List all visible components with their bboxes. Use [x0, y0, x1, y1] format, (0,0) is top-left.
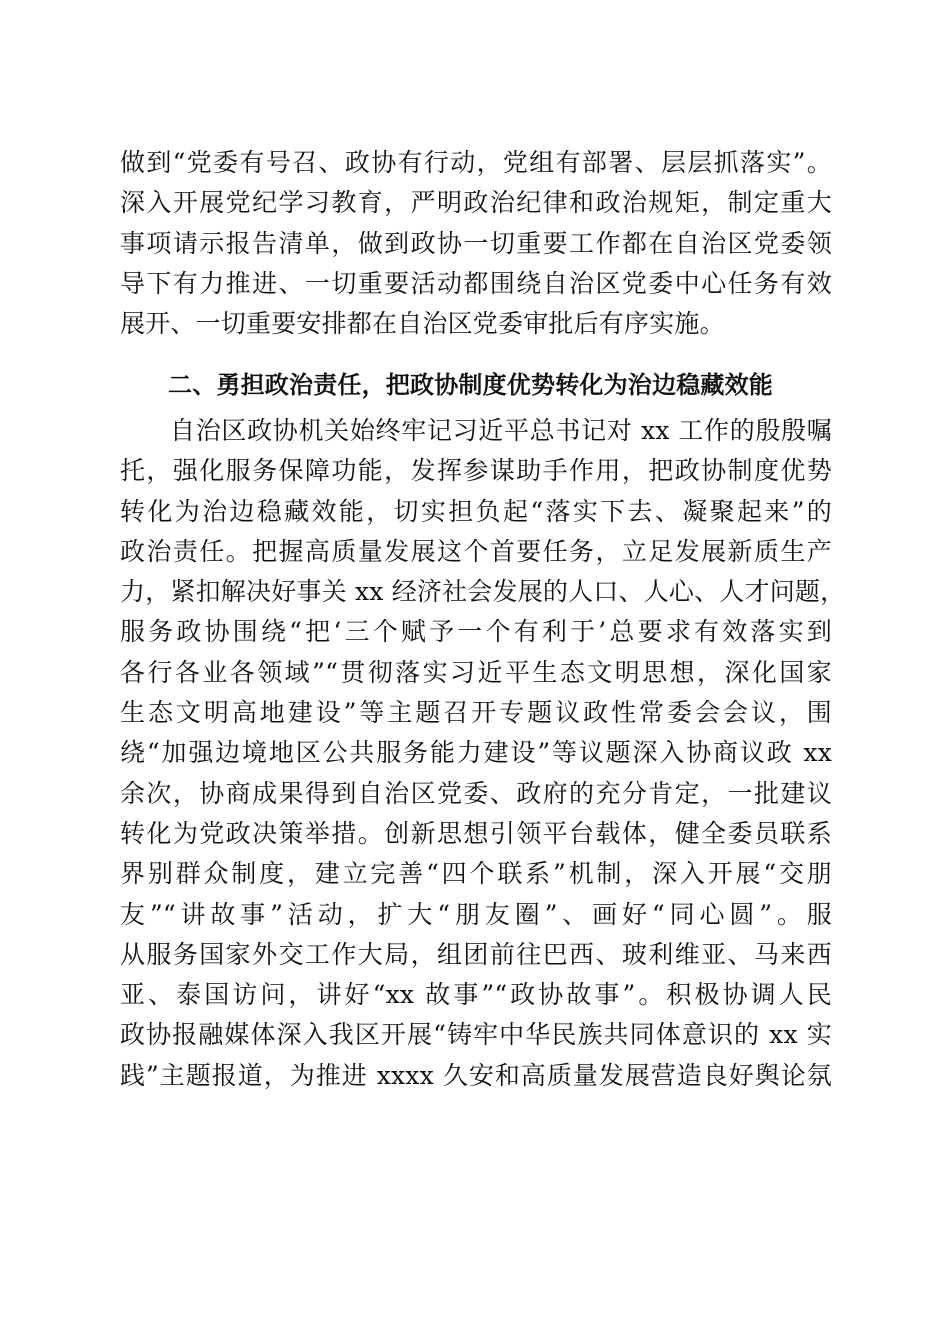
paragraph-line: 政协报融媒体深入我区开展“铸牢中华民族共同体意识的 xx 实	[120, 1020, 832, 1050]
paragraph-line: 服务政协围绕“把‘三个赋予一个有利于’总要求有效落实到	[120, 617, 832, 647]
paragraph-line: 绕“加强边境地区公共服务能力建设”等议题深入协商议政 xx	[120, 738, 832, 768]
paragraph-line: 友”“讲故事”活动，扩大“朋友圈”、画好“同心圆”。服	[120, 899, 832, 929]
paragraph-line: 各行各业各领域”“贯彻落实习近平生态文明思想，深化国家	[120, 657, 832, 687]
paragraph-line: 托，强化服务保障功能，发挥参谋助手作用，把政协制度优势	[120, 456, 832, 486]
paragraph-line: 做到“党委有号召、政协有行动，党组有部署、层层抓落实”。	[120, 148, 832, 177]
paragraph-line: 生态文明高地建设”等主题召开专题议政性常委会会议，围	[120, 698, 832, 728]
paragraph-body	[120, 411, 846, 1096]
paragraph-line: 力，紧扣解决好事关 xx 经济社会发展的人口、人心、人才问题，	[120, 577, 846, 607]
paragraph-line: 转化为党政决策举措。创新思想引领平台载体，健全委员联系	[120, 818, 832, 848]
paragraph-line: 深入开展党纪学习教育，严明政治纪律和政治规矩，制定重大	[120, 188, 832, 218]
paragraph-line: 政治责任。把握高质量发展这个首要任务，立足发展新质生产	[120, 536, 832, 566]
section-heading-block	[120, 365, 832, 405]
paragraph-line: 导下有力推进、一切重要活动都围绕自治区党委中心任务有效	[120, 268, 832, 298]
paragraph-line: 展开、一切重要安排都在自治区党委审批后有序实施。	[120, 309, 725, 339]
paragraph-line: 转化为治边稳藏效能，切实担负起“落实下去、凝聚起来”的	[120, 496, 832, 526]
paragraph-continuation	[120, 143, 832, 344]
paragraph-line: 事项请示报告清单，做到政协一切重要工作都在自治区党委领	[120, 228, 832, 258]
section-heading: 二、勇担政治责任，把政协制度优势转化为治边稳藏效能	[168, 371, 773, 399]
paragraph-line: 践”主题报道，为推进 xxxx 久安和高质量发展营造良好舆论氛	[120, 1060, 832, 1090]
paragraph-line: 自治区政协机关始终牢记习近平总书记对 xx 工作的殷殷嘱	[170, 416, 832, 445]
paragraph-line: 界别群众制度，建立完善“四个联系”机制，深入开展“交朋	[120, 859, 832, 889]
paragraph-line: 亚、泰国访问，讲好“xx 故事”“政协故事”。积极协调人民	[120, 980, 832, 1010]
paragraph-line: 余次，协商成果得到自治区党委、政府的充分肯定，一批建议	[120, 778, 832, 808]
paragraph-line: 从服务国家外交工作大局，组团前往巴西、玻利维亚、马来西	[120, 939, 832, 969]
